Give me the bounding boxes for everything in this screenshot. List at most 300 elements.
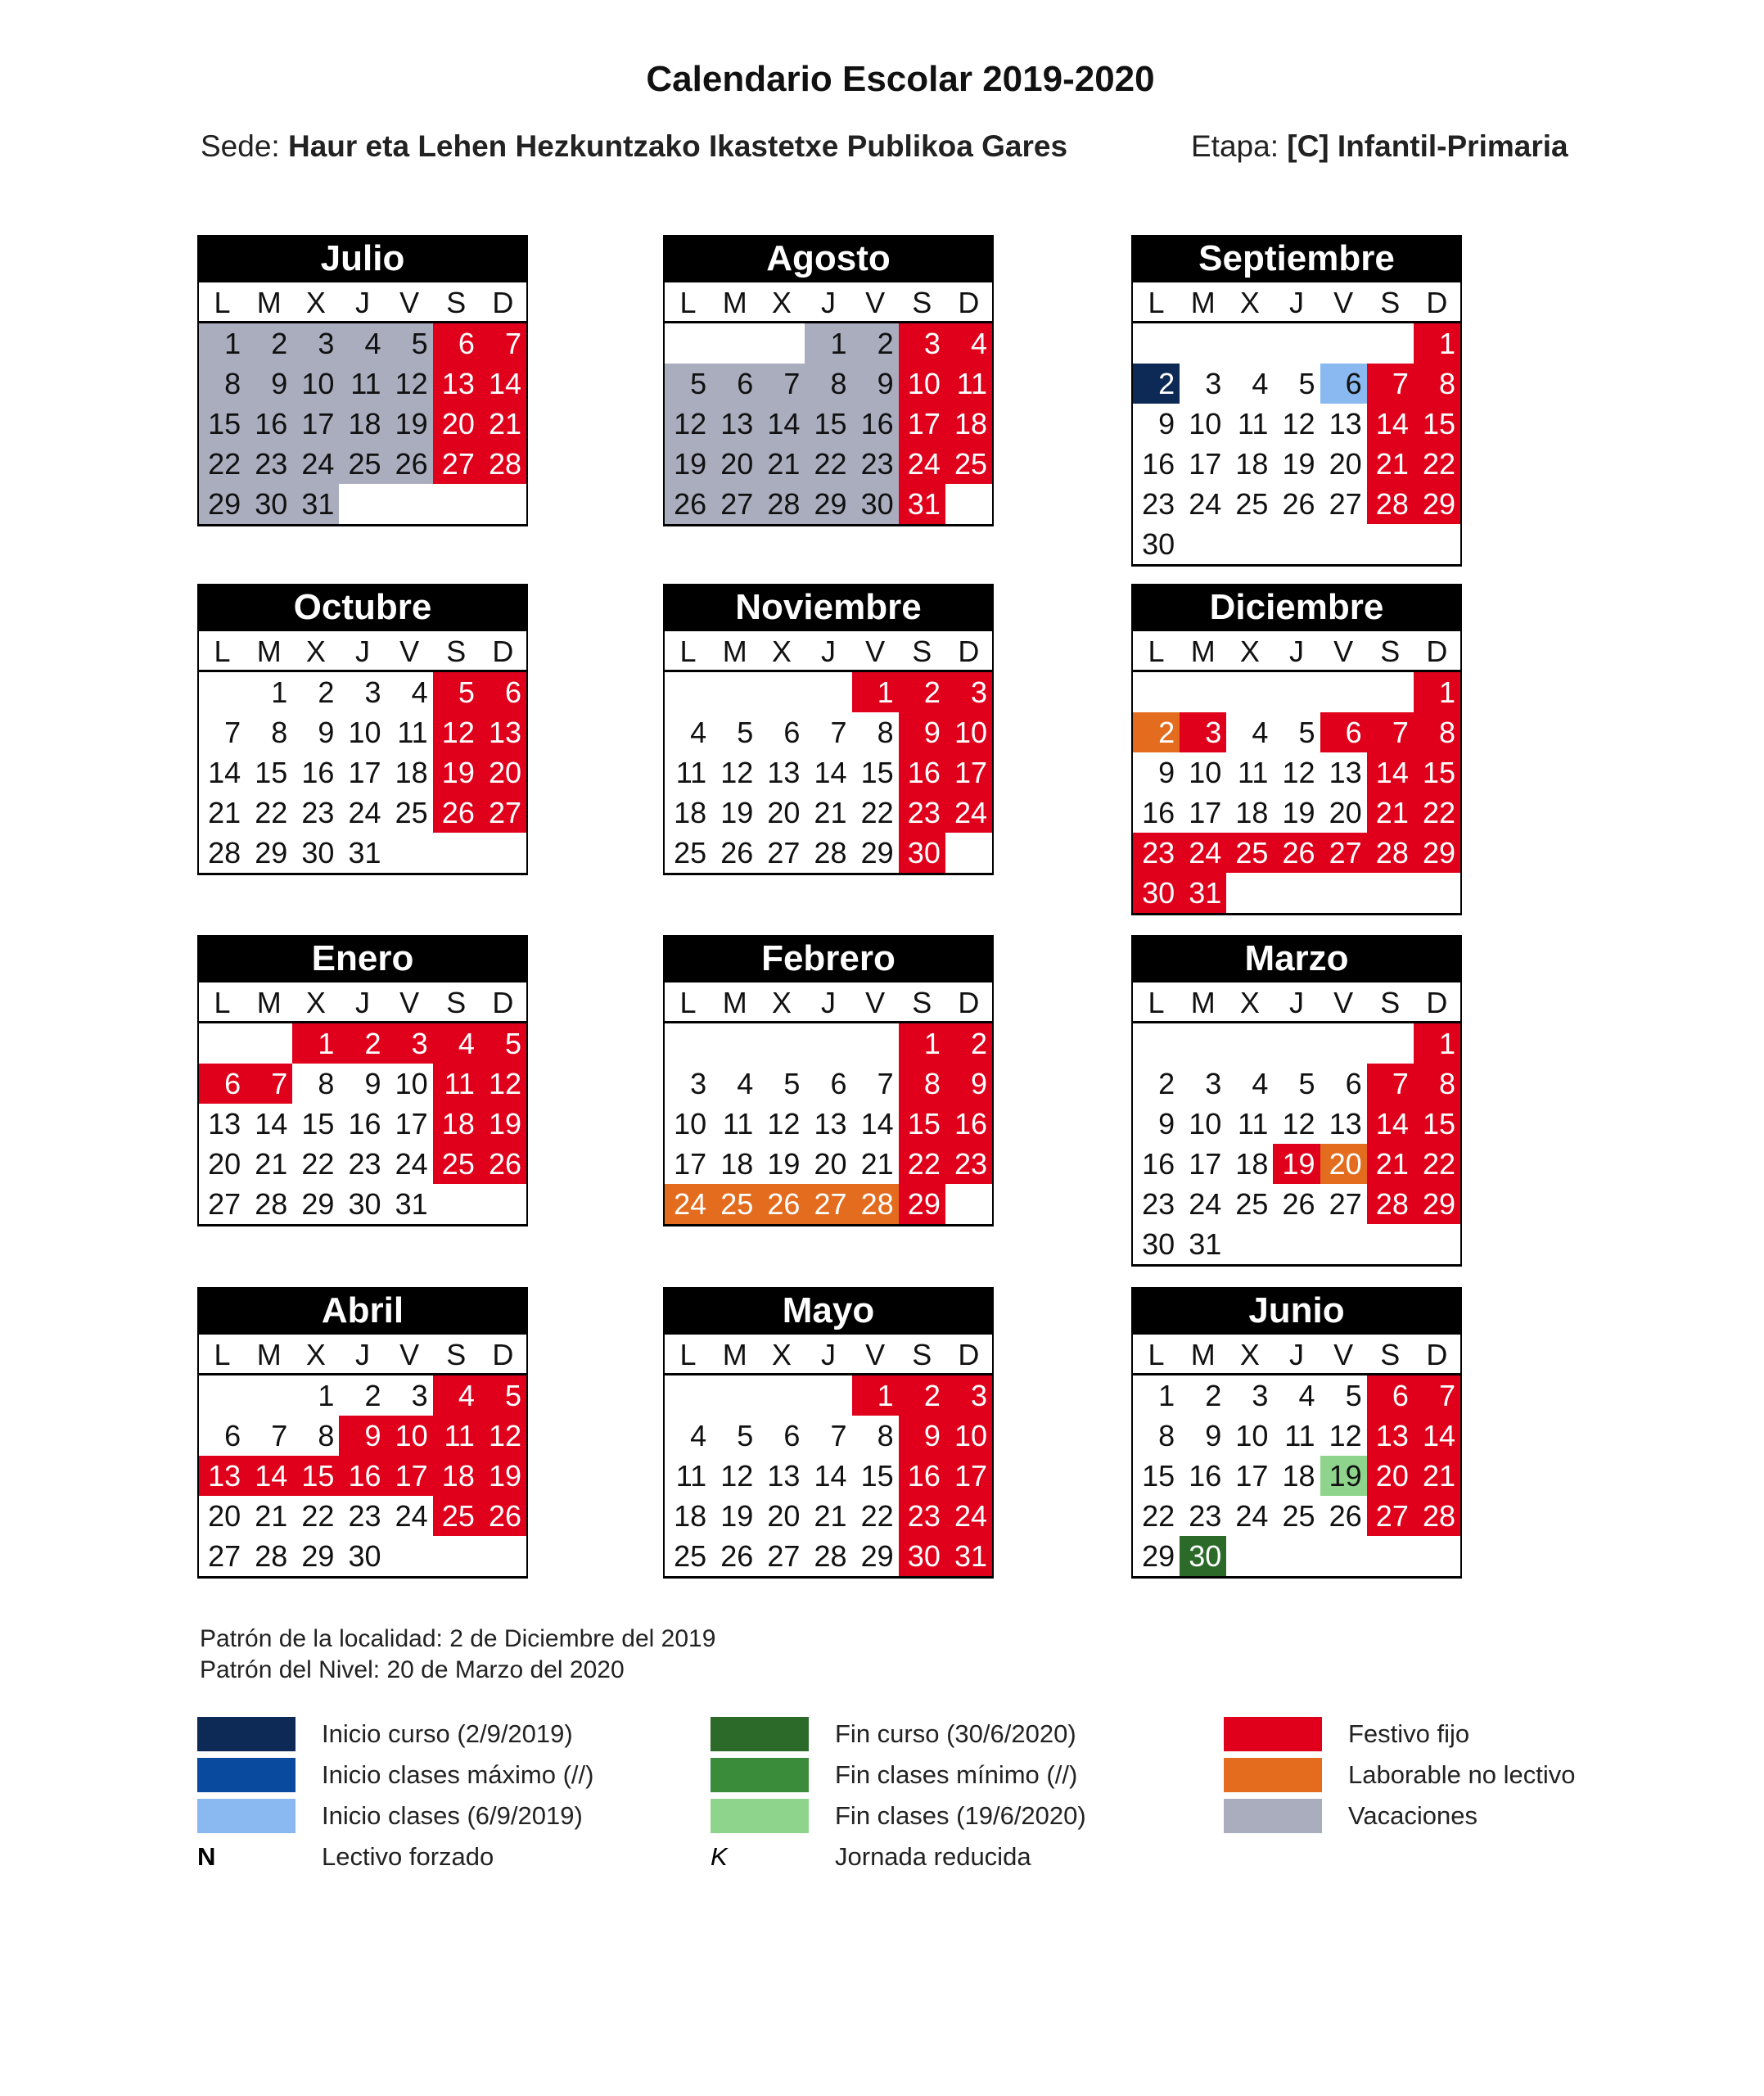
- day-cell: 3: [1252, 1379, 1269, 1412]
- day-cell: 25: [1226, 833, 1273, 873]
- day-cell: 1: [1414, 1023, 1460, 1064]
- day-cell: 23: [1133, 833, 1180, 873]
- weekday-label: V: [865, 1338, 886, 1371]
- day-cell: 25: [433, 1144, 480, 1184]
- day-cell: 27: [1329, 1187, 1362, 1221]
- day-cell: 21: [1414, 1456, 1460, 1496]
- day-cell: 19: [767, 1147, 801, 1181]
- day-cell: 20: [208, 1147, 241, 1181]
- empty-cell: [758, 672, 805, 712]
- weekday-label: S: [1380, 986, 1401, 1019]
- weekday-label: D: [958, 986, 980, 1019]
- weekday-label: X: [771, 286, 792, 319]
- day-cell: 28: [1367, 484, 1414, 524]
- day-cell: 26: [720, 1539, 754, 1573]
- empty-cell: [199, 672, 246, 712]
- day-cell: 31: [348, 836, 381, 870]
- day-cell: 31: [945, 1536, 992, 1576]
- day-cell: 25: [395, 796, 428, 829]
- day-cell: 12: [1282, 1107, 1315, 1141]
- day-cell: 16: [899, 752, 945, 793]
- empty-cell: [1133, 323, 1180, 364]
- day-cell: 9: [1158, 1107, 1175, 1141]
- month-febrero: [663, 935, 994, 1226]
- day-cell: 13: [208, 1107, 241, 1141]
- day-cell: 24: [292, 444, 339, 484]
- day-cell: 20: [767, 796, 801, 829]
- day-cell: 22: [899, 1144, 945, 1184]
- weekday-label: V: [865, 286, 886, 319]
- weekday-label: M: [722, 286, 747, 319]
- weekday-label: D: [492, 986, 514, 1019]
- day-cell: 7: [1414, 1376, 1460, 1416]
- empty-cell: [1273, 1023, 1320, 1064]
- day-cell: 4: [433, 1376, 480, 1416]
- weekday-label: X: [771, 1338, 792, 1371]
- weekday-label: M: [1190, 286, 1216, 319]
- weekday-label: L: [1148, 635, 1165, 668]
- day-cell: 6: [1345, 1067, 1362, 1100]
- month-agosto: [663, 235, 994, 526]
- weekday-label: X: [305, 986, 326, 1019]
- weekday-label: L: [214, 1338, 231, 1371]
- weekday-label: X: [771, 635, 792, 668]
- weekday-label: M: [722, 986, 747, 1019]
- day-cell: 12: [1282, 407, 1315, 440]
- days-grid: [1131, 323, 1462, 567]
- day-cell: 21: [1367, 1144, 1414, 1184]
- day-cell: 7: [246, 1064, 292, 1104]
- day-cell: 19: [1282, 796, 1315, 829]
- day-cell: 13: [199, 1456, 246, 1496]
- weekday-label: V: [1333, 635, 1354, 668]
- day-cell: 7: [758, 364, 805, 404]
- weekday-label: X: [305, 635, 326, 668]
- weekday-header: [197, 1335, 528, 1376]
- day-cell: 31: [395, 1187, 428, 1221]
- day-cell: 7: [877, 1067, 894, 1100]
- day-cell: 20: [433, 404, 480, 444]
- sede-value: Haur eta Lehen Hezkuntzako Ikastetxe Publikoa Gares: [287, 129, 1068, 163]
- day-cell: 26: [433, 793, 480, 833]
- day-cell: 17: [1189, 796, 1222, 829]
- weekday-label: J: [354, 1338, 370, 1371]
- month-title: Junio: [1131, 1287, 1462, 1335]
- day-cell: 4: [1252, 716, 1269, 749]
- day-cell: 9: [1158, 756, 1175, 789]
- empty-cell: [1226, 672, 1273, 712]
- page-title: Calendario Escolar 2019-2020: [646, 59, 1155, 99]
- day-cell: 29: [899, 1184, 945, 1224]
- day-cell: 5: [1298, 1067, 1315, 1100]
- day-cell: 13: [1329, 1107, 1362, 1141]
- day-cell: 14: [1367, 752, 1414, 793]
- day-cell: 1: [852, 672, 899, 712]
- days-grid: [663, 323, 994, 526]
- legend-swatch: [711, 1799, 809, 1833]
- weekday-label: J: [354, 635, 370, 668]
- day-cell: 22: [1414, 793, 1460, 833]
- days-grid: [197, 323, 528, 526]
- day-cell: 17: [348, 756, 381, 789]
- weekday-label: D: [1426, 635, 1448, 668]
- day-cell: 8: [877, 716, 894, 749]
- day-cell: 4: [1252, 367, 1269, 400]
- day-cell: 8: [1414, 712, 1460, 752]
- day-cell: 5: [783, 1067, 801, 1100]
- day-cell: 3: [945, 672, 992, 712]
- day-cell: 5: [480, 1376, 526, 1416]
- day-cell: 14: [1367, 404, 1414, 444]
- weekday-label: M: [1190, 1338, 1216, 1371]
- day-cell: 26: [480, 1496, 526, 1536]
- day-cell: 6: [433, 323, 480, 364]
- weekday-label: J: [820, 1338, 836, 1371]
- legend-item: [197, 1798, 583, 1834]
- weekday-label: M: [1190, 986, 1216, 1019]
- day-cell: 19: [480, 1456, 526, 1496]
- empty-cell: [711, 1023, 758, 1064]
- day-cell: 6: [480, 672, 526, 712]
- day-cell: 18: [433, 1104, 480, 1144]
- day-cell: 22: [1414, 1144, 1460, 1184]
- weekday-label: D: [492, 1338, 514, 1371]
- legend-swatch: [1224, 1799, 1322, 1833]
- day-cell: 9: [364, 1067, 381, 1100]
- day-cell: 11: [675, 756, 707, 789]
- day-cell: 29: [301, 1539, 335, 1573]
- day-cell: 4: [690, 1419, 707, 1452]
- weekday-header: [1131, 1335, 1462, 1376]
- day-cell: 14: [758, 404, 805, 444]
- day-cell: 15: [860, 756, 894, 789]
- empty-cell: [665, 1376, 711, 1416]
- weekday-label: S: [446, 986, 467, 1019]
- weekday-label: V: [865, 635, 886, 668]
- weekday-label: L: [214, 986, 231, 1019]
- day-cell: 17: [945, 752, 992, 793]
- empty-cell: [1320, 323, 1367, 364]
- month-title: Diciembre: [1131, 584, 1462, 631]
- day-cell: 2: [246, 323, 292, 364]
- weekday-header: [1131, 282, 1462, 323]
- legend-item: [1224, 1716, 1469, 1752]
- day-cell: 16: [339, 1456, 386, 1496]
- legend-label: Vacaciones: [1348, 1801, 1478, 1830]
- weekday-label: S: [912, 1338, 932, 1371]
- day-cell: 17: [292, 404, 339, 444]
- day-cell: 2: [1205, 1379, 1222, 1412]
- empty-cell: [1180, 1023, 1226, 1064]
- day-cell: 19: [1282, 447, 1315, 481]
- weekday-label: S: [912, 635, 932, 668]
- day-cell: 27: [433, 444, 480, 484]
- legend-label: Laborable no lectivo: [1348, 1760, 1576, 1789]
- weekday-header: [663, 982, 994, 1023]
- day-cell: 7: [480, 323, 526, 364]
- day-cell: 6: [783, 716, 801, 749]
- day-cell: 15: [301, 1107, 335, 1141]
- empty-cell: [711, 672, 758, 712]
- day-cell: 25: [1235, 487, 1269, 521]
- day-cell: 20: [711, 444, 758, 484]
- day-cell: 5: [737, 1419, 754, 1452]
- empty-cell: [1320, 1023, 1367, 1064]
- day-cell: 4: [339, 323, 386, 364]
- empty-cell: [711, 1376, 758, 1416]
- legend-item: [711, 1798, 1086, 1834]
- weekday-label: L: [214, 286, 231, 319]
- day-cell: 3: [364, 675, 381, 709]
- day-cell: 14: [480, 364, 526, 404]
- day-cell: 21: [1367, 444, 1414, 484]
- note-patron-nivel: Patrón del Nivel: 20 de Marzo del 2020: [200, 1656, 625, 1683]
- legend-label: Fin clases mínimo (//): [835, 1760, 1078, 1789]
- day-cell: 16: [1142, 447, 1175, 481]
- day-cell: 22: [301, 1147, 335, 1181]
- empty-cell: [1320, 672, 1367, 712]
- day-cell: 7: [1367, 712, 1414, 752]
- day-cell: 6: [224, 1419, 241, 1452]
- day-cell: 30: [348, 1539, 381, 1573]
- day-cell: 23: [899, 793, 945, 833]
- weekday-label: S: [446, 1338, 467, 1371]
- day-cell: 23: [348, 1499, 381, 1533]
- day-cell: 26: [1273, 833, 1320, 873]
- day-cell: 17: [1189, 447, 1222, 481]
- day-cell: 15: [1414, 1104, 1460, 1144]
- day-cell: 22: [255, 796, 288, 829]
- empty-cell: [1367, 672, 1414, 712]
- legend-item: [711, 1716, 1076, 1752]
- day-cell: 3: [690, 1067, 707, 1100]
- day-cell: 13: [767, 756, 801, 789]
- day-cell: 6: [1320, 712, 1367, 752]
- day-cell: 9: [899, 1416, 945, 1456]
- day-cell: 31: [1189, 1227, 1222, 1261]
- days-grid: [197, 1023, 528, 1226]
- day-cell: 14: [1367, 1104, 1414, 1144]
- weekday-label: S: [446, 635, 467, 668]
- day-cell: 11: [1284, 1419, 1315, 1452]
- day-cell: 1: [318, 1379, 335, 1412]
- day-cell: 5: [665, 364, 711, 404]
- day-cell: 19: [1273, 1144, 1320, 1184]
- day-cell: 3: [1205, 1067, 1222, 1100]
- day-cell: 3: [899, 323, 945, 364]
- day-cell: 11: [722, 1107, 754, 1141]
- month-title: Julio: [197, 235, 528, 282]
- day-cell: 18: [1235, 796, 1269, 829]
- day-cell: 11: [1238, 756, 1269, 789]
- day-cell: 2: [945, 1023, 992, 1064]
- day-cell: 14: [1414, 1416, 1460, 1456]
- day-cell: 16: [852, 404, 899, 444]
- day-cell: 20: [1367, 1456, 1414, 1496]
- month-noviembre: [663, 584, 994, 875]
- day-cell: 9: [339, 1416, 386, 1456]
- day-cell: 14: [246, 1456, 292, 1496]
- day-cell: 10: [945, 1416, 992, 1456]
- day-cell: 12: [1282, 756, 1315, 789]
- day-cell: 27: [1367, 1496, 1414, 1536]
- day-cell: 2: [318, 675, 335, 709]
- day-cell: 18: [1235, 1147, 1269, 1181]
- day-cell: 28: [255, 1187, 288, 1221]
- days-grid: [197, 1376, 528, 1579]
- day-cell: 12: [386, 364, 433, 404]
- legend-label: Lectivo forzado: [322, 1842, 494, 1871]
- day-cell: 20: [480, 752, 526, 793]
- day-cell: 16: [246, 404, 292, 444]
- day-cell: 28: [814, 1539, 847, 1573]
- day-cell: 21: [814, 796, 847, 829]
- day-cell: 16: [1142, 1147, 1175, 1181]
- day-cell: 14: [255, 1107, 288, 1141]
- weekday-label: D: [1426, 286, 1448, 319]
- day-cell: 7: [1367, 1064, 1414, 1104]
- day-cell: 4: [433, 1023, 480, 1064]
- weekday-label: J: [354, 286, 370, 319]
- day-cell: 27: [208, 1187, 241, 1221]
- day-cell: 11: [433, 1064, 480, 1104]
- month-title: Febrero: [663, 935, 994, 982]
- day-cell: 25: [433, 1496, 480, 1536]
- day-cell: 26: [1282, 487, 1315, 521]
- day-cell: 10: [348, 716, 381, 749]
- weekday-header: [1131, 982, 1462, 1023]
- day-cell: 8: [1414, 364, 1460, 404]
- legend-item: [711, 1839, 1031, 1875]
- empty-cell: [1226, 323, 1273, 364]
- day-cell: 20: [1329, 796, 1362, 829]
- weekday-label: M: [256, 986, 282, 1019]
- day-cell: 24: [348, 796, 381, 829]
- note-patron-localidad: Patrón de la localidad: 2 de Diciembre del 2019: [200, 1625, 716, 1652]
- legend-item: [197, 1839, 494, 1875]
- day-cell: 11: [675, 1459, 707, 1493]
- weekday-label: D: [492, 286, 514, 319]
- day-cell: 11: [945, 364, 992, 404]
- day-cell: 14: [814, 1459, 847, 1493]
- day-cell: 23: [1189, 1499, 1222, 1533]
- legend-item: [197, 1716, 573, 1752]
- legend-swatch: [1224, 1717, 1322, 1751]
- empty-cell: [246, 1376, 292, 1416]
- day-cell: 10: [292, 364, 339, 404]
- weekday-label: S: [912, 986, 932, 1019]
- day-cell: 10: [674, 1107, 707, 1141]
- day-cell: 25: [711, 1184, 758, 1224]
- day-cell: 19: [720, 1499, 754, 1533]
- day-cell: 21: [255, 1499, 288, 1533]
- day-cell: 21: [480, 404, 526, 444]
- month-marzo: [1131, 935, 1462, 1267]
- day-cell: 24: [395, 1147, 428, 1181]
- day-cell: 23: [945, 1144, 992, 1184]
- day-cell: 5: [737, 716, 754, 749]
- day-cell: 10: [1189, 407, 1222, 440]
- weekday-label: L: [679, 1338, 697, 1371]
- day-cell: 15: [899, 1104, 945, 1144]
- day-cell: 1: [1158, 1379, 1175, 1412]
- empty-cell: [805, 672, 851, 712]
- day-cell: 7: [830, 716, 847, 749]
- day-cell: 10: [395, 1067, 428, 1100]
- weekday-label: S: [446, 286, 467, 319]
- day-cell: 5: [480, 1023, 526, 1064]
- weekday-label: L: [679, 986, 697, 1019]
- weekday-label: D: [958, 1338, 980, 1371]
- day-cell: 13: [767, 1459, 801, 1493]
- day-cell: 27: [480, 793, 526, 833]
- weekday-label: D: [492, 635, 514, 668]
- day-cell: 24: [1189, 487, 1222, 521]
- day-cell: 8: [199, 364, 246, 404]
- weekday-label: L: [679, 635, 697, 668]
- day-cell: 26: [758, 1184, 805, 1224]
- weekday-header: [1131, 631, 1462, 672]
- day-cell: 8: [805, 364, 851, 404]
- day-cell: 30: [246, 484, 292, 524]
- etapa-value: [C] Infantil-Primaria: [1287, 129, 1568, 163]
- day-cell: 29: [255, 836, 288, 870]
- day-cell: 17: [674, 1147, 707, 1181]
- legend-swatch: [197, 1717, 296, 1751]
- weekday-label: X: [1239, 1338, 1260, 1371]
- day-cell: 2: [1158, 1067, 1175, 1100]
- day-cell: 30: [1142, 1227, 1175, 1261]
- day-cell: 22: [1142, 1499, 1175, 1533]
- day-cell: 5: [1345, 1379, 1362, 1412]
- day-cell: 17: [386, 1456, 433, 1496]
- day-cell: 10: [899, 364, 945, 404]
- weekday-label: V: [1333, 1338, 1354, 1371]
- day-cell: 24: [665, 1184, 711, 1224]
- legend-item: [711, 1757, 1077, 1793]
- day-cell: 29: [860, 1539, 894, 1573]
- day-cell: 18: [433, 1456, 480, 1496]
- day-cell: 16: [1189, 1459, 1222, 1493]
- day-cell: 16: [348, 1107, 381, 1141]
- day-cell: 11: [433, 1416, 480, 1456]
- day-cell: 20: [767, 1499, 801, 1533]
- day-cell: 13: [433, 364, 480, 404]
- month-diciembre: [1131, 584, 1462, 915]
- day-cell: 26: [1329, 1499, 1362, 1533]
- weekday-header: [197, 982, 528, 1023]
- day-cell: 19: [386, 404, 433, 444]
- day-cell: 12: [665, 404, 711, 444]
- empty-cell: [852, 1023, 899, 1064]
- day-cell: 21: [814, 1499, 847, 1533]
- day-cell: 28: [208, 836, 241, 870]
- day-cell: 19: [433, 752, 480, 793]
- day-cell: 22: [301, 1499, 335, 1533]
- weekday-label: X: [1239, 986, 1260, 1019]
- day-cell: 26: [480, 1144, 526, 1184]
- day-cell: 28: [1367, 833, 1414, 873]
- day-cell: 16: [1142, 796, 1175, 829]
- weekday-header: [663, 1335, 994, 1376]
- legend-item: [1224, 1757, 1575, 1793]
- legend-label: Jornada reducida: [835, 1842, 1031, 1871]
- day-cell: 6: [783, 1419, 801, 1452]
- day-cell: 18: [1235, 447, 1269, 481]
- month-title: Octubre: [197, 584, 528, 631]
- day-cell: 12: [1329, 1419, 1362, 1452]
- day-cell: 24: [945, 793, 992, 833]
